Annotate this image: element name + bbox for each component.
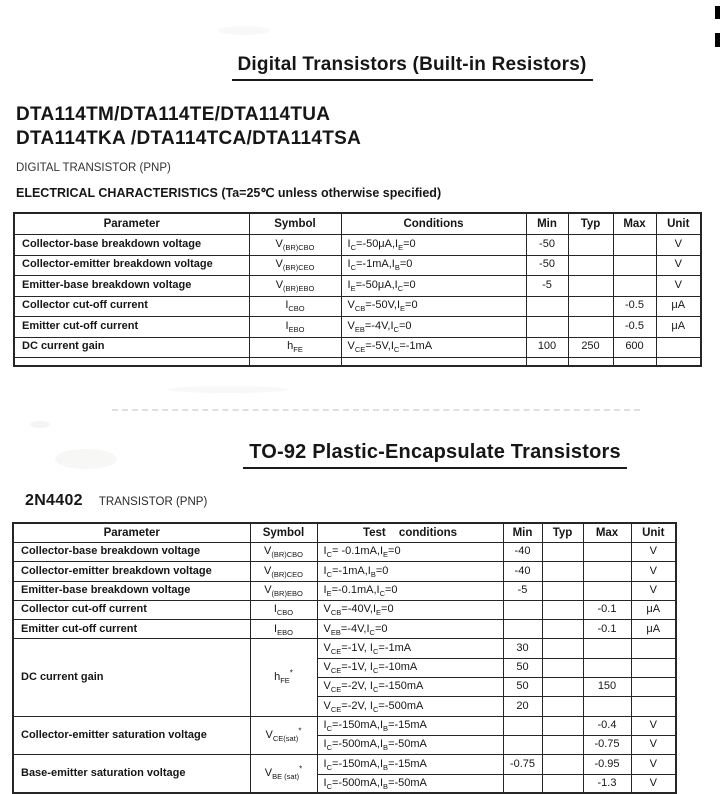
symbol-cell: $V_{CE(sat)}^*$ — [250, 716, 317, 755]
max-cell: -0.1 — [583, 600, 631, 619]
parameter-cell: DC current gain — [14, 337, 249, 358]
min-cell: -5 — [503, 581, 542, 600]
column-header: Unit — [631, 523, 676, 543]
typ-cell — [542, 735, 583, 754]
table-row — [14, 337, 701, 358]
table-row — [13, 562, 676, 581]
max-cell — [583, 581, 631, 600]
typ-cell: 250 — [568, 337, 613, 358]
cond-cell: $I_C=-1mA,I_B=0$ — [341, 255, 526, 276]
column-header: Parameter — [13, 523, 250, 543]
min-cell — [526, 317, 568, 338]
parameter-cell: Emitter-base breakdown voltage — [14, 276, 249, 297]
cond-cell: $I_C=-500mA,I_B=-50mA$ — [317, 774, 503, 793]
cond-cell: $I_C=-500mA,I_B=-50mA$ — [317, 735, 503, 754]
column-header: Parameter — [14, 213, 249, 235]
min-cell — [526, 296, 568, 317]
table-row — [13, 600, 676, 619]
max-cell: 600 — [613, 337, 656, 358]
min-cell — [503, 600, 542, 619]
symbol-cell: $V_{(BR)EBO}$ — [249, 276, 341, 297]
max-cell — [613, 255, 656, 276]
max-cell — [613, 276, 656, 297]
column-header: Min — [526, 213, 568, 235]
empty-cell — [14, 358, 249, 366]
part-numbers-line2: DTA114TKA /DTA114TCA/DTA114TSA — [16, 128, 362, 149]
section-title-text: TO-92 Plastic-Encapsulate Transistors — [243, 441, 627, 469]
cond-cell: $I_C=-50\mu A,I_E=0$ — [341, 235, 526, 256]
typ-cell — [568, 276, 613, 297]
symbol-cell: $V_{(BR)CBO}$ — [249, 235, 341, 256]
min-cell: 50 — [503, 658, 542, 677]
scan-smudge — [55, 449, 117, 469]
symbol-cell: $V_{(BR)CEO}$ — [249, 255, 341, 276]
max-cell: -0.75 — [583, 735, 631, 754]
empty-cell — [249, 358, 341, 366]
typ-cell — [542, 600, 583, 619]
scan-mark-bar — [715, 33, 720, 47]
min-cell: -40 — [503, 543, 542, 562]
min-cell — [503, 735, 542, 754]
empty-cell — [656, 358, 701, 366]
max-cell: -0.5 — [613, 296, 656, 317]
section-title-digital-transistors — [104, 54, 720, 81]
symbol-cell: $V_{BE (sat)}^*$ — [250, 755, 317, 794]
typ-cell — [542, 755, 583, 774]
section-title-text: Digital Transistors (Built-in Resistors) — [232, 54, 593, 81]
part-numbers-line1: DTA114TM/DTA114TE/DTA114TUA — [16, 104, 331, 125]
min-cell — [503, 716, 542, 735]
typ-cell — [568, 317, 613, 338]
symbol-cell: $h_{FE}^*$ — [250, 639, 317, 716]
column-header: Unit — [656, 213, 701, 235]
cond-cell: $I_E=-50\mu A,I_C=0$ — [341, 276, 526, 297]
column-header: Typ — [542, 523, 583, 543]
min-cell — [503, 774, 542, 793]
typ-cell — [568, 255, 613, 276]
column-header: Symbol — [250, 523, 317, 543]
symbol-cell: $V_{(BR)EBO}$ — [250, 581, 317, 600]
column-header: Max — [613, 213, 656, 235]
column-header: Test conditions — [317, 523, 503, 543]
empty-cell — [613, 358, 656, 366]
cond-cell: $I_C= -0.1mA,I_E=0$ — [317, 543, 503, 562]
electrical-characteristics-heading: ELECTRICAL CHARACTERISTICS (Ta=25℃ unless otherwise specified) — [16, 186, 442, 200]
min-cell: -0.75 — [503, 755, 542, 774]
cond-cell: $I_E=-0.1mA,I_C=0$ — [317, 581, 503, 600]
cond-cell: $I_C=-150mA,I_B=-15mA$ — [317, 755, 503, 774]
typ-cell — [542, 620, 583, 639]
typ-cell — [542, 774, 583, 793]
typ-cell — [542, 562, 583, 581]
unit-cell — [631, 658, 676, 677]
parameter-cell: Emitter cut-off current — [13, 620, 250, 639]
unit-cell: V — [656, 235, 701, 256]
cond-cell: $V_{CE}=-1V$, $I_C=-1mA$ — [317, 639, 503, 658]
unit-cell: V — [656, 276, 701, 297]
unit-cell — [631, 639, 676, 658]
symbol-cell: $I_{EBO}$ — [249, 317, 341, 338]
parameter-cell: Collector-emitter breakdown voltage — [14, 255, 249, 276]
symbol-cell: $I_{CBO}$ — [250, 600, 317, 619]
cond-cell: $V_{EB}=-4V,I_C=0$ — [317, 620, 503, 639]
min-cell: -40 — [503, 562, 542, 581]
parameter-cell: Collector cut-off current — [13, 600, 250, 619]
unit-cell: V — [631, 774, 676, 793]
scan-smudge — [218, 26, 270, 35]
min-cell: 30 — [503, 639, 542, 658]
max-cell — [583, 658, 631, 677]
part-number: 2N4402 — [25, 492, 83, 509]
unit-cell: V — [631, 735, 676, 754]
typ-cell — [542, 658, 583, 677]
unit-cell: V — [631, 543, 676, 562]
symbol-cell: $I_{EBO}$ — [250, 620, 317, 639]
symbol-cell: $V_{(BR)CEO}$ — [250, 562, 317, 581]
characteristics-table — [13, 212, 702, 367]
max-cell: -0.4 — [583, 716, 631, 735]
column-header: Max — [583, 523, 631, 543]
typ-cell — [542, 543, 583, 562]
unit-cell: μA — [631, 620, 676, 639]
empty-cell — [568, 358, 613, 366]
table-row — [14, 235, 701, 256]
parameter-cell: Collector cut-off current — [14, 296, 249, 317]
max-cell: 150 — [583, 678, 631, 697]
max-cell — [583, 697, 631, 716]
min-cell: -5 — [526, 276, 568, 297]
cond-cell: $V_{CE}=-2V$, $I_C=-150mA$ — [317, 678, 503, 697]
unit-cell — [631, 697, 676, 716]
min-cell: 20 — [503, 697, 542, 716]
typ-cell — [542, 678, 583, 697]
cond-cell: $V_{CE}=-1V$, $I_C=-10mA$ — [317, 658, 503, 677]
scan-smudge — [30, 421, 50, 428]
typ-cell — [542, 639, 583, 658]
column-header: Min — [503, 523, 542, 543]
unit-cell: V — [631, 562, 676, 581]
scan-ghost-line — [112, 409, 640, 411]
min-cell: -50 — [526, 255, 568, 276]
typ-cell — [542, 581, 583, 600]
column-header: Conditions — [341, 213, 526, 235]
device-type-label: DIGITAL TRANSISTOR (PNP) — [16, 162, 171, 174]
cond-cell: $V_{CE}=-5V,I_C=-1mA$ — [341, 337, 526, 358]
table-row — [14, 317, 701, 338]
unit-cell: V — [631, 755, 676, 774]
min-cell: -50 — [526, 235, 568, 256]
min-cell: 100 — [526, 337, 568, 358]
cond-cell: $I_C=-150mA,I_B=-15mA$ — [317, 716, 503, 735]
symbol-cell: $h_{FE}$ — [249, 337, 341, 358]
typ-cell — [542, 716, 583, 735]
parameter-cell: Collector-base breakdown voltage — [13, 543, 250, 562]
empty-cell — [341, 358, 526, 366]
max-cell — [613, 235, 656, 256]
typ-cell — [568, 235, 613, 256]
column-header: Symbol — [249, 213, 341, 235]
max-cell: -0.5 — [613, 317, 656, 338]
unit-cell: V — [631, 581, 676, 600]
unit-cell: V — [631, 716, 676, 735]
min-cell — [503, 620, 542, 639]
parameter-cell: DC current gain — [13, 639, 250, 716]
typ-cell — [568, 296, 613, 317]
unit-cell — [631, 678, 676, 697]
table-row — [13, 716, 676, 735]
clipped-row — [14, 358, 701, 366]
table-row — [13, 543, 676, 562]
scan-mark-bar — [715, 6, 720, 19]
parameter-cell: Collector-base breakdown voltage — [14, 235, 249, 256]
cond-cell: $V_{EB}=-4V,I_C=0$ — [341, 317, 526, 338]
max-cell: -1.3 — [583, 774, 631, 793]
unit-cell: μA — [656, 296, 701, 317]
cond-cell: $I_C=-1mA,I_B=0$ — [317, 562, 503, 581]
table-header-row — [14, 213, 701, 235]
cond-cell: $V_{CB}=-40V,I_E=0$ — [317, 600, 503, 619]
max-cell — [583, 562, 631, 581]
max-cell — [583, 543, 631, 562]
max-cell: -0.1 — [583, 620, 631, 639]
unit-cell: V — [656, 255, 701, 276]
typ-cell — [542, 697, 583, 716]
table-header-row — [13, 523, 676, 543]
parameter-cell: Base-emitter saturation voltage — [13, 755, 250, 794]
table-row — [14, 255, 701, 276]
scan-smudge — [168, 386, 288, 393]
parameter-cell: Emitter-base breakdown voltage — [13, 581, 250, 600]
parameter-cell: Emitter cut-off current — [14, 317, 249, 338]
column-header: Typ — [568, 213, 613, 235]
table-row — [13, 639, 676, 658]
table-row — [13, 755, 676, 774]
device-type-label: TRANSISTOR (PNP) — [98, 496, 208, 508]
dta114-characteristics-table — [13, 212, 702, 367]
max-cell: -0.95 — [583, 755, 631, 774]
symbol-cell: $V_{(BR)CBO}$ — [250, 543, 317, 562]
parameter-cell: Collector-emitter breakdown voltage — [13, 562, 250, 581]
unit-cell — [656, 337, 701, 358]
unit-cell: μA — [656, 317, 701, 338]
table-row — [14, 276, 701, 297]
min-cell: 50 — [503, 678, 542, 697]
symbol-cell: $I_{CBO}$ — [249, 296, 341, 317]
part-number-row — [25, 492, 207, 510]
2n4402-characteristics-table — [12, 522, 677, 794]
parameter-cell: Collector-emitter saturation voltage — [13, 716, 250, 755]
max-cell — [583, 639, 631, 658]
table-row — [13, 620, 676, 639]
unit-cell: μA — [631, 600, 676, 619]
cond-cell: $V_{CE}=-2V$, $I_C=-500mA$ — [317, 697, 503, 716]
table-row — [13, 581, 676, 600]
empty-cell — [526, 358, 568, 366]
table-row — [14, 296, 701, 317]
section-title-to92-transistors — [150, 441, 720, 469]
characteristics-table — [12, 522, 677, 794]
cond-cell: $V_{CB}=-50V,I_E=0$ — [341, 296, 526, 317]
